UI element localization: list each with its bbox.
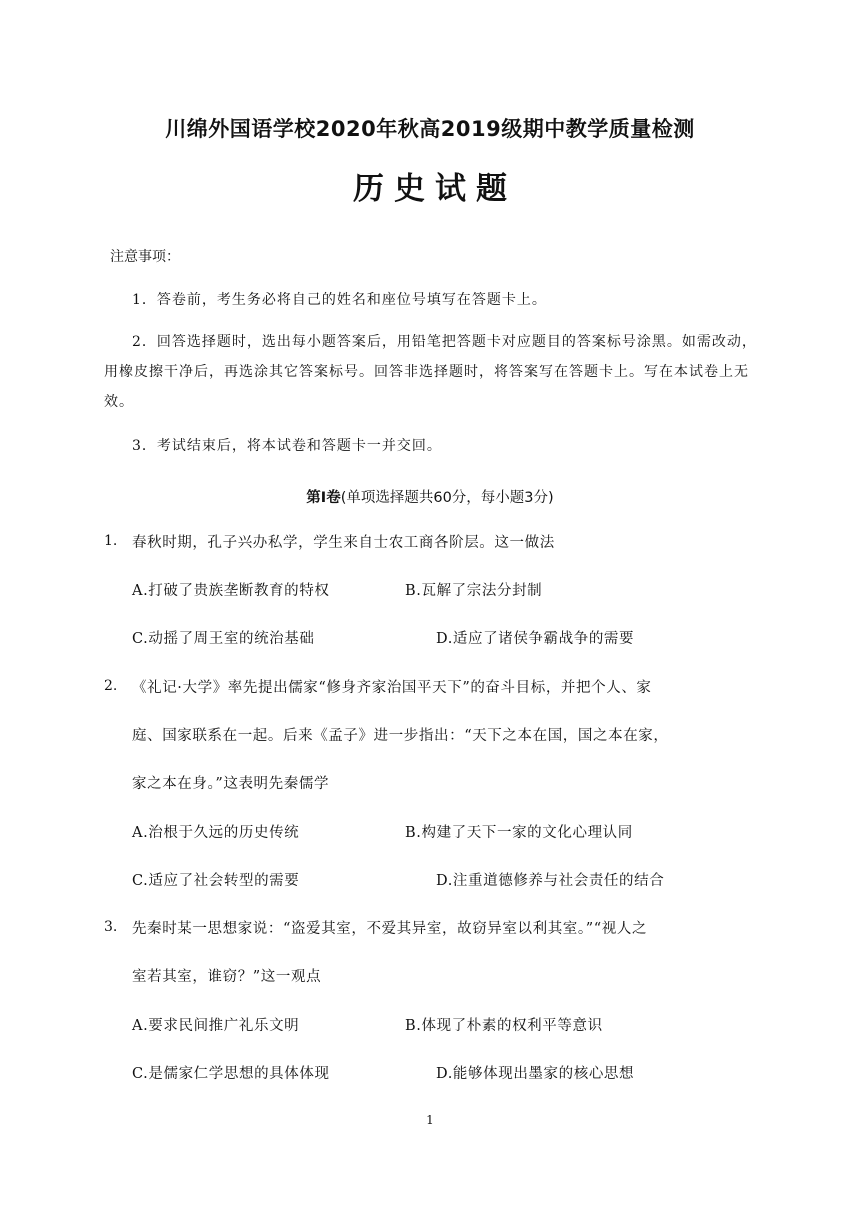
question-stem-line: 庭、国家联系在一起。后来《孟子》进一步指出：“天下之本在国，国之本在家， (132, 728, 669, 744)
option-a: A.要求民间推广礼乐文明 (132, 1018, 300, 1034)
school-title: 川绵外国语学校2020年秋高2019级期中教学质量检测 (165, 117, 695, 141)
question-stem-line: 春秋时期，孔子兴办私学，学生来自士农工商各阶层。这一做法 (132, 535, 555, 551)
option-d: D.能够体现出墨家的核心思想 (436, 1066, 635, 1082)
question-stem-line: 《礼记·大学》率先提出儒家“修身齐家治国平天下”的奋斗目标，并把个人、家 (132, 680, 652, 696)
option-c: C.动摇了周王室的统治基础 (132, 631, 315, 647)
option-a: A.打破了贵族垄断教育的特权 (132, 583, 330, 599)
notice-heading: 注意事项： (110, 249, 180, 265)
notice-item-1: 1．答卷前，考生务必将自己的姓名和座位号填写在答题卡上。 (132, 292, 547, 308)
option-b: B.瓦解了宗法分封制 (405, 583, 543, 599)
option-b: B.体现了朴素的权利平等意识 (405, 1018, 603, 1034)
section-title-rest: (单项选择题共60分，每小题3分) (340, 490, 554, 506)
notice-item-2-line-1: 2．回答选择题时，选出每小题答案后，用铅笔把答题卡对应题目的答案标号涂黑。如需改动， (132, 334, 757, 350)
notice-item-2-line-3: 效。 (104, 394, 134, 410)
option-c: C.适应了社会转型的需要 (132, 873, 300, 889)
question-stem-line: 先秦时某一思想家说：“盗爱其室，不爱其异室，故窃异室以利其室。”“视人之 (132, 921, 648, 937)
question-stem-line: 室若其室，谁窃？”这一观点 (132, 969, 322, 985)
question-number: 1. (104, 533, 118, 549)
question-number: 3. (104, 919, 118, 935)
page-number: 1 (426, 1113, 434, 1127)
option-d: D.适应了诸侯争霸战争的需要 (436, 631, 635, 647)
question-stem-line: 家之本在身。”这表明先秦儒学 (132, 776, 330, 792)
option-d: D.注重道德修养与社会责任的结合 (436, 873, 665, 889)
notice-item-3: 3．考试结束后，将本试卷和答题卡一并交回。 (132, 438, 442, 454)
subject-title: 历史试题 (353, 171, 517, 207)
option-c: C.是儒家仁学思想的具体体现 (132, 1066, 330, 1082)
notice-item-2-line-2: 用橡皮擦干净后，再选涂其它答案标号。回答非选择题时，将答案写在答题卡上。写在本试卷上无 (104, 364, 749, 380)
section-heading (0, 486, 860, 507)
section-title-bold: 第Ⅰ卷 (306, 490, 341, 506)
option-a: A.治根于久远的历史传统 (132, 825, 300, 841)
question-number: 2. (104, 678, 118, 694)
option-b: B.构建了天下一家的文化心理认同 (405, 825, 633, 841)
